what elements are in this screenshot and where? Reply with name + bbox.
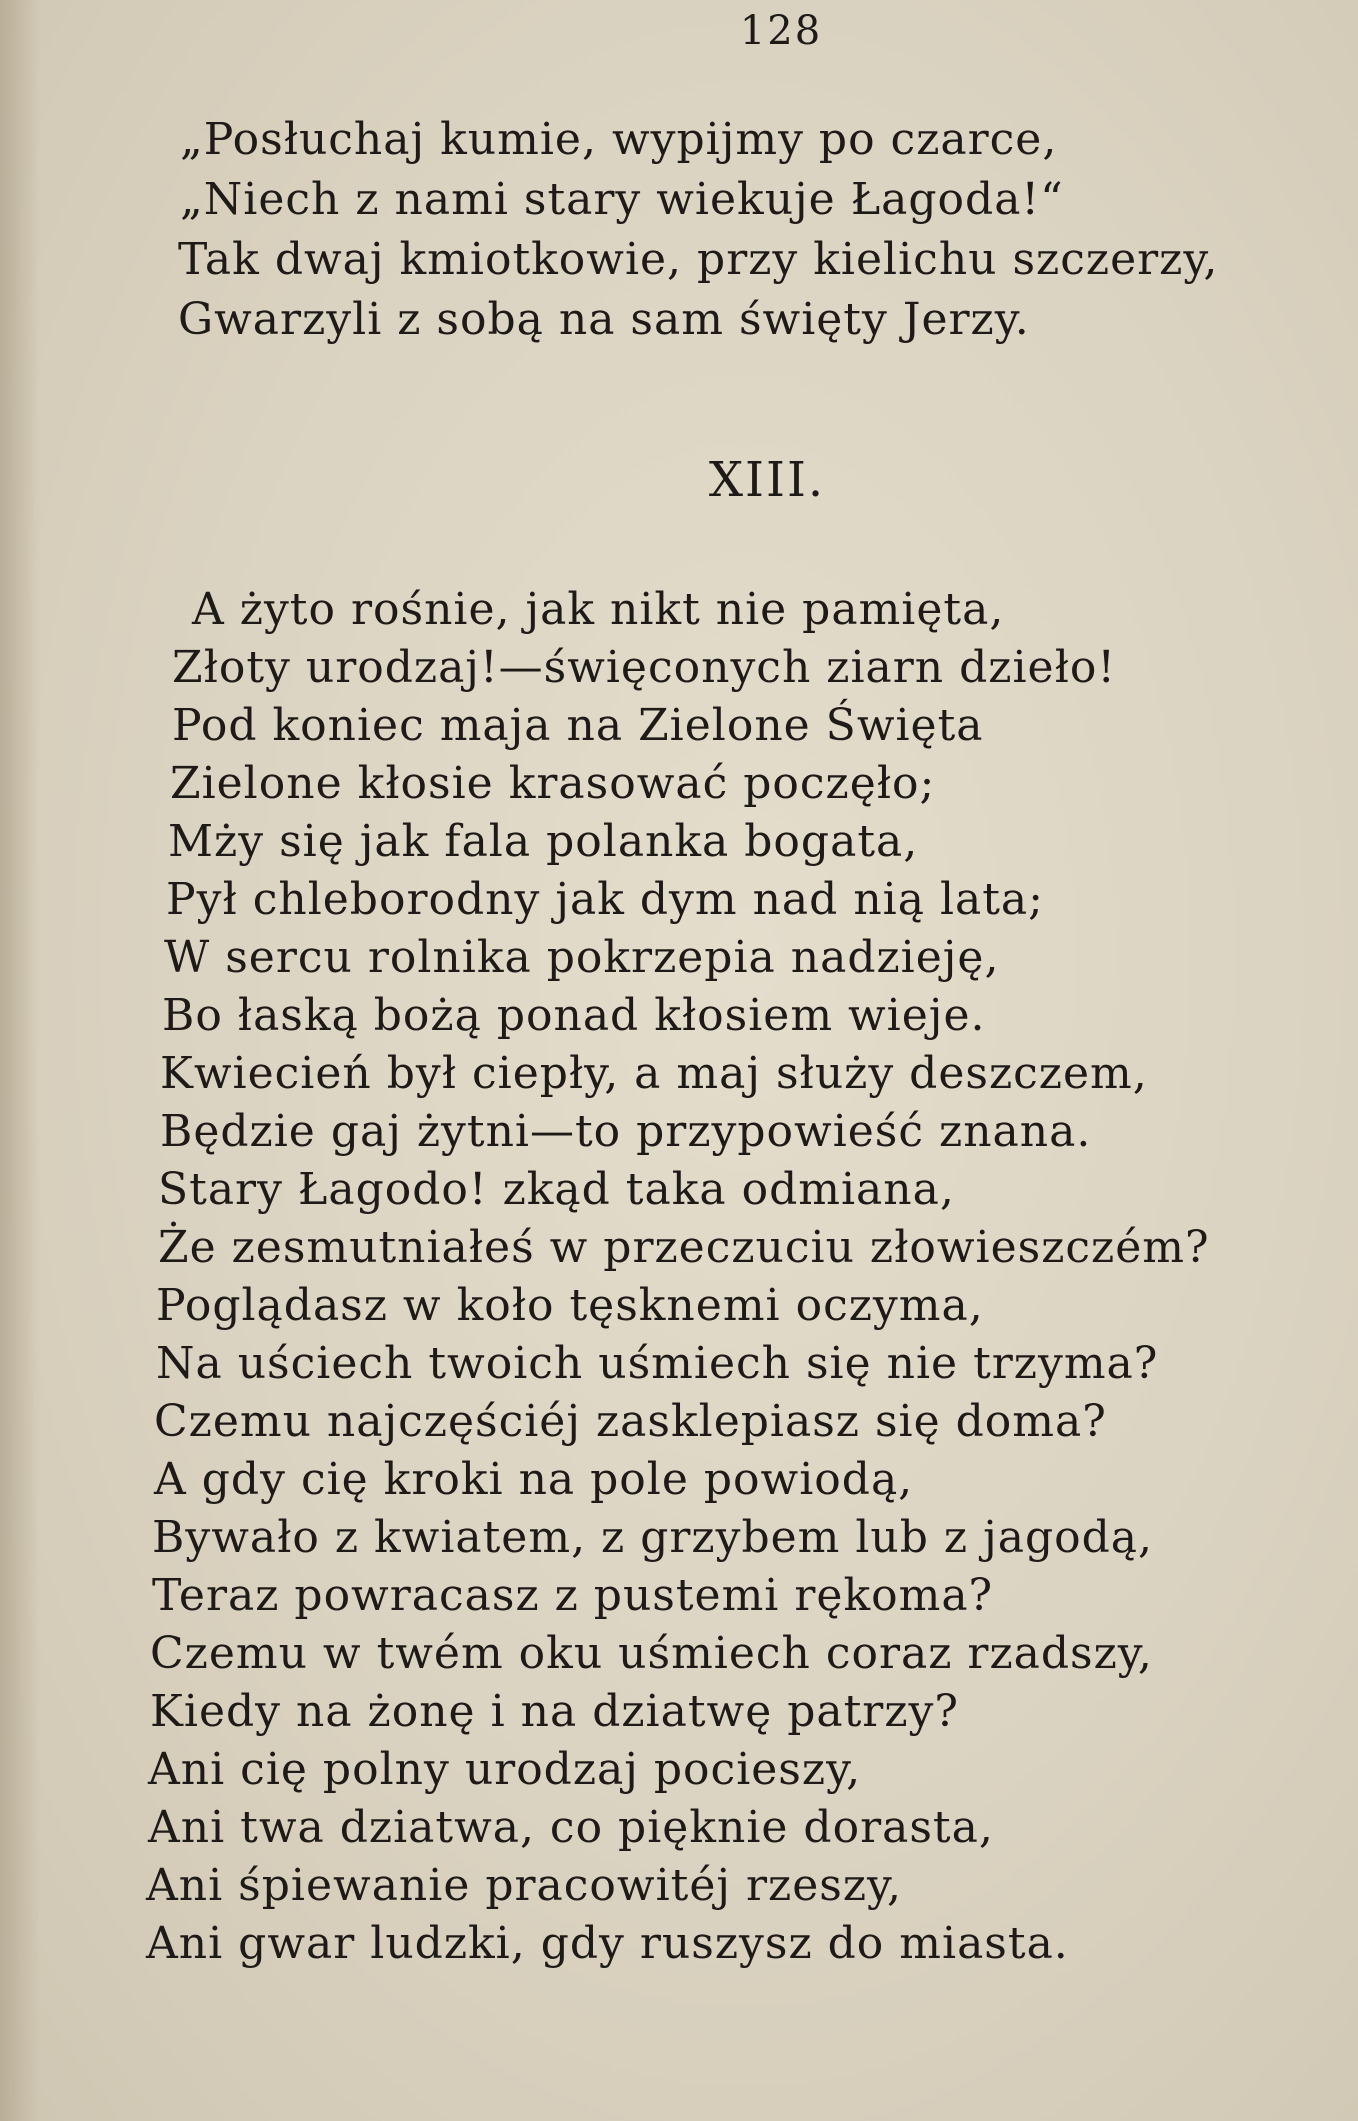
verse-line: Pył chleborodny jak dym nad nią lata; — [166, 874, 1044, 925]
verse-line: „Posłuchaj kumie, wypijmy po czarce, — [180, 114, 1058, 165]
verse-line: Czemu w twém oku uśmiech coraz rzadszy, — [150, 1628, 1153, 1679]
verse-line: Teraz powracasz z pustemi rękoma? — [152, 1570, 994, 1621]
verse-line: A gdy cię kroki na pole powiodą, — [154, 1454, 914, 1505]
verse-line: „Niech z nami stary wiekuje Łagoda!“ — [180, 174, 1064, 225]
page-number: 128 — [739, 8, 823, 54]
verse-line: Że zesmutniałeś w przeczuciu złowieszczém? — [158, 1222, 1210, 1273]
verse-line: W sercu rolnika pokrzepia nadzieję, — [164, 932, 1000, 983]
verse-line: Kwiecień był ciepły, a maj służy deszczem, — [160, 1048, 1148, 1099]
verse-line: Złoty urodzaj!—święconych ziarn dzieło! — [172, 642, 1117, 693]
verse-line: Pod koniec maja na Zielone Święta — [172, 700, 984, 751]
verse-line: Na uściech twoich uśmiech się nie trzyma? — [156, 1338, 1159, 1389]
verse-line: Bo łaską bożą ponad kłosiem wieje. — [162, 990, 986, 1041]
verse-line: Ani gwar ludzki, gdy ruszysz do miasta. — [146, 1918, 1069, 1969]
verse-line: Gwarzyli z sobą na sam święty Jerzy. — [178, 294, 1030, 345]
verse-line: Mży się jak fala polanka bogata, — [168, 816, 919, 867]
verse-line: Ani cię polny urodzaj pocieszy, — [148, 1744, 862, 1795]
verse-line: Kiedy na żonę i na dziatwę patrzy? — [150, 1686, 959, 1737]
verse-line: Zielone kłosie krasować poczęło; — [170, 758, 936, 809]
verse-line: Tak dwaj kmiotkowie, przy kielichu szczerzy, — [178, 234, 1219, 285]
verse-line: Ani twa dziatwa, co pięknie dorasta, — [148, 1802, 994, 1853]
verse-line: Będzie gaj żytni—to przypowieść znana. — [160, 1106, 1092, 1157]
verse-line: Poglądasz w koło tęsknemi oczyma, — [156, 1280, 984, 1331]
verse-line: Bywało z kwiatem, z grzybem lub z jagodą, — [152, 1512, 1154, 1563]
verse-line: Stary Łagodo! zkąd taka odmiana, — [158, 1164, 955, 1215]
section-heading: XIII. — [708, 452, 826, 508]
verse-line: Ani śpiewanie pracowitéj rzeszy, — [146, 1860, 903, 1911]
verse-line: A żyto rośnie, jak nikt nie pamięta, — [192, 584, 1005, 635]
verse-line: Czemu najczęściéj zasklepiasz się doma? — [154, 1396, 1107, 1447]
